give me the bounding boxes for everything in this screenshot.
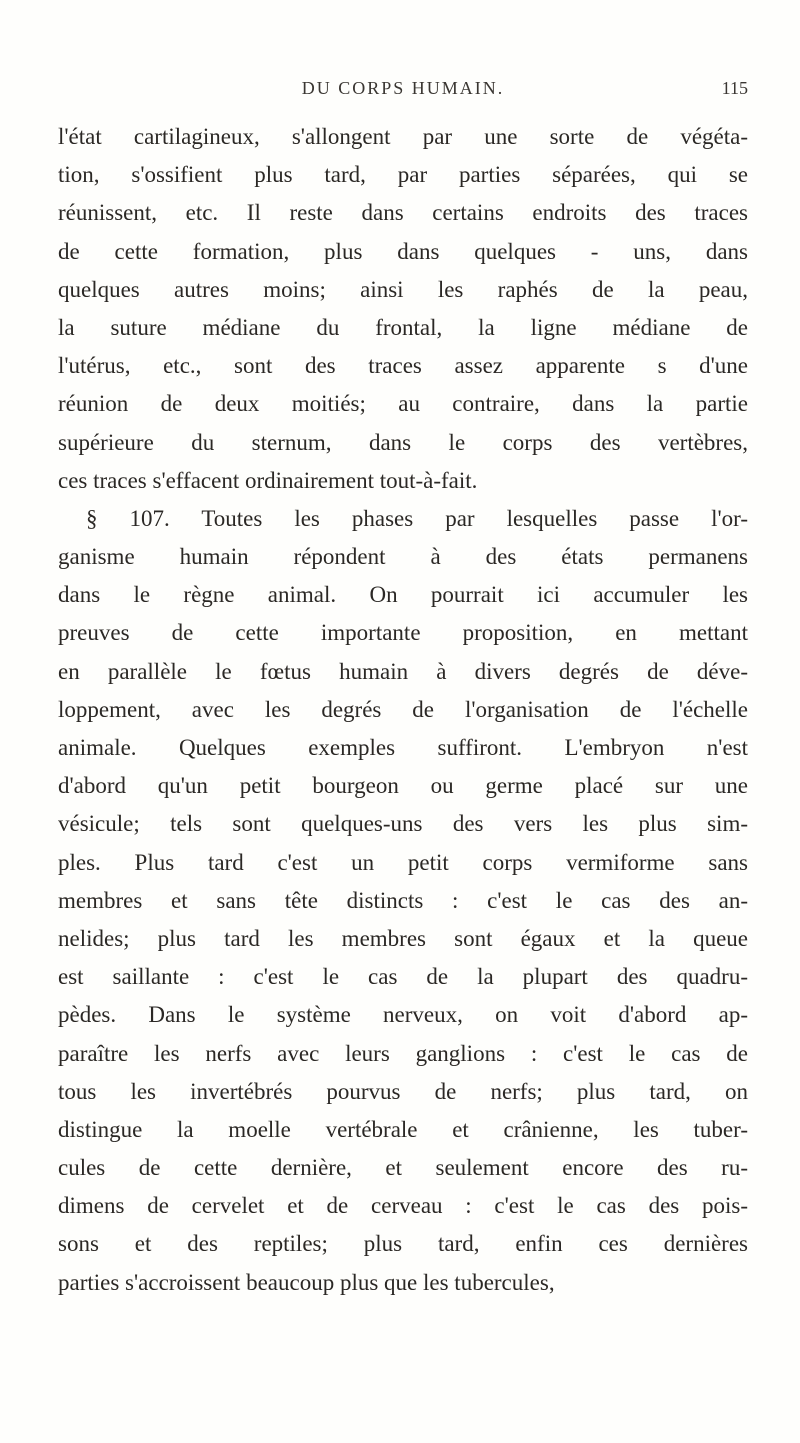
text-line: animale. Quelques exemples suffiront. L'embryon n'est [58, 735, 748, 760]
text-line: de cette formation, plus dans quelques - uns, dans [58, 238, 748, 264]
text-line: nelides; plus tard les membres sont égaux et la queue [58, 925, 748, 951]
text-line: membres et sans tête distincts : c'est le cas des an- [58, 887, 748, 913]
text-line: dimens de cervelet et de cerveau : c'est le cas des pois- [58, 1193, 748, 1219]
text-line: cules de cette dernière, et seulement encore des ru- [58, 1155, 748, 1181]
text-line: quelques autres moins; ainsi les raphés de la peau, [58, 276, 748, 302]
text-line: la suture médiane du frontal, la ligne médiane de [58, 314, 748, 340]
running-title: DU CORPS HUMAIN. [301, 78, 505, 98]
text-line: dans le règne animal. On pourrait ici accumuler les [58, 582, 748, 608]
text-line: paraître les nerfs avec leurs ganglions : c'est le cas de [58, 1040, 748, 1066]
body-text [58, 118, 748, 1302]
text-line: ples. Plus tard c'est un petit corps vermiforme sans [58, 849, 748, 875]
running-head [58, 78, 748, 108]
text-line: distingue la moelle vertébrale et crânienne, les tuber- [58, 1116, 748, 1142]
text-line: ces traces s'effacent ordinairement tout-à-fait. [58, 467, 478, 493]
text-line: l'état cartilagineux, s'allongent par une sorte de végéta- [58, 124, 748, 149]
text-line: loppement, avec les degrés de l'organisation de l'échelle [58, 696, 748, 722]
text-line: réunion de deux moitiés; au contraire, dans la partie [58, 391, 748, 417]
text-line: § 107. Toutes les phases par lesquelles passe l'or- [86, 505, 748, 531]
text-line: en parallèle le fœtus humain à divers degrés de déve- [58, 658, 748, 684]
paragraph [58, 118, 748, 500]
text-line: tion, s'ossifient plus tard, par parties séparées, qui se [58, 162, 748, 188]
page-number: 115 [721, 78, 748, 98]
text-line: parties s'accroissent beaucoup plus que les tubercules, [58, 1269, 555, 1295]
text-line: sons et des reptiles; plus tard, enfin ces dernières [58, 1231, 748, 1257]
paragraph [58, 500, 748, 1302]
text-line: ganisme humain répondent à des états permanens [58, 544, 748, 570]
text-line: vésicule; tels sont quelques-uns des vers les plus sim- [58, 811, 748, 837]
text-line: preuves de cette importante proposition, en mettant [58, 620, 748, 646]
text-line: l'utérus, etc., sont des traces assez apparente s d'une [58, 353, 748, 379]
text-line: supérieure du sternum, dans le corps des vertèbres, [58, 429, 748, 455]
text-line: est saillante : c'est le cas de la plupart des quadru- [58, 964, 748, 990]
text-line: tous les invertébrés pourvus de nerfs; plus tard, on [58, 1078, 748, 1104]
text-line: d'abord qu'un petit bourgeon ou germe placé sur une [58, 773, 748, 799]
text-line: réunissent, etc. Il reste dans certains endroits des traces [58, 200, 748, 226]
text-line: pèdes. Dans le système nerveux, on voit d'abord ap- [58, 1002, 748, 1028]
